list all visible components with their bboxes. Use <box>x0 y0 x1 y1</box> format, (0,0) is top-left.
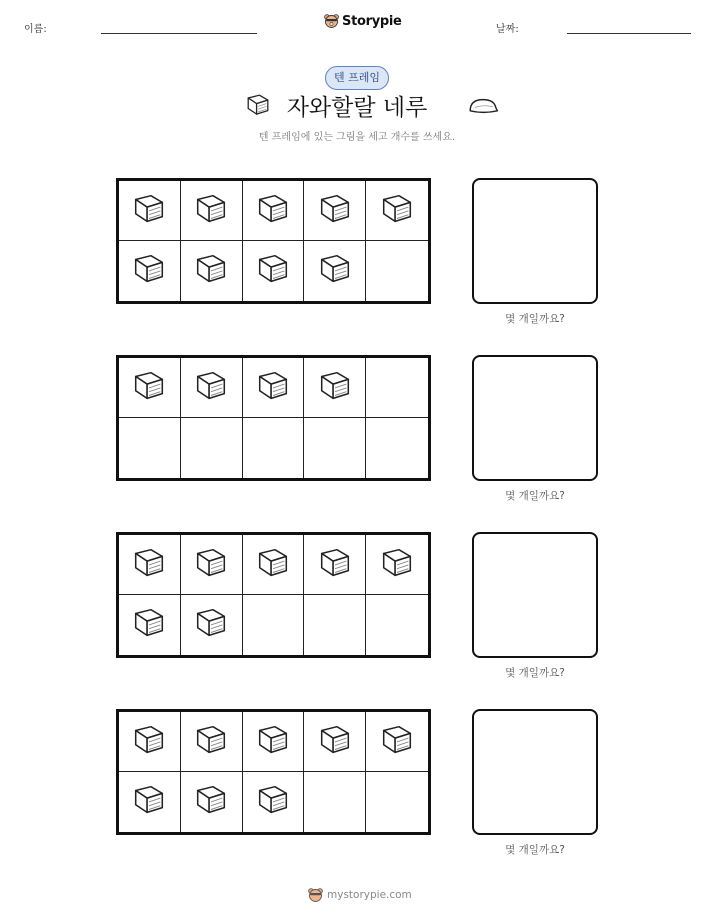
frame-cell <box>243 358 305 418</box>
frame-cell <box>304 595 366 655</box>
frame-cell <box>181 595 243 655</box>
answer-box[interactable] <box>472 709 598 835</box>
ten-frame <box>116 709 431 835</box>
frame-cell <box>366 595 428 655</box>
frame-cell <box>119 712 181 772</box>
book-icon <box>254 545 292 585</box>
frame-cell <box>119 241 181 301</box>
frame-cell <box>119 595 181 655</box>
name-label: 이름: <box>24 24 47 35</box>
book-icon <box>130 545 168 585</box>
frame-cell <box>119 772 181 832</box>
book-icon <box>192 782 230 822</box>
ten-frame <box>116 355 431 481</box>
frame-cell <box>304 772 366 832</box>
answer-prompt: 몇 개일까요? <box>505 313 565 325</box>
book-icon <box>254 782 292 822</box>
frame-cell <box>181 418 243 478</box>
book-icon <box>254 368 292 408</box>
frame-cell <box>304 418 366 478</box>
frame-cell <box>181 772 243 832</box>
date-label: 날짜: <box>496 24 519 35</box>
frame-cell <box>243 418 305 478</box>
bear-logo-icon <box>308 887 323 903</box>
frame-cell <box>181 535 243 595</box>
frame-cell <box>243 241 305 301</box>
book-icon <box>316 722 354 762</box>
instructions: 텐 프레임에 있는 그림을 세고 개수를 쓰세요. <box>258 132 456 143</box>
book-icon <box>130 368 168 408</box>
footer <box>308 887 412 903</box>
book-icon <box>192 545 230 585</box>
frame-cell <box>181 181 243 241</box>
frame-cell <box>119 418 181 478</box>
answer-prompt: 몇 개일까요? <box>505 490 565 502</box>
frame-cell <box>366 772 428 832</box>
book-icon <box>192 605 230 645</box>
frame-cell <box>181 241 243 301</box>
frame-cell <box>366 181 428 241</box>
frame-cell <box>366 712 428 772</box>
frame-cell <box>181 358 243 418</box>
book-icon <box>192 722 230 762</box>
frame-cell <box>304 358 366 418</box>
book-icon <box>130 191 168 231</box>
frame-cell <box>119 358 181 418</box>
frame-cell <box>181 712 243 772</box>
frame-cell <box>366 535 428 595</box>
frame-cell <box>366 358 428 418</box>
date-line[interactable] <box>567 33 691 34</box>
frame-cell <box>243 772 305 832</box>
frame-cell <box>243 712 305 772</box>
book-icon <box>130 722 168 762</box>
frame-cell <box>119 181 181 241</box>
book-icon <box>316 545 354 585</box>
book-icon <box>316 251 354 291</box>
book-icon <box>130 605 168 645</box>
hat-icon <box>467 96 499 116</box>
bear-logo-icon <box>324 13 339 29</box>
book-icon <box>254 251 292 291</box>
book-icon <box>192 251 230 291</box>
book-icon <box>378 191 416 231</box>
page-title: 자와할랄 네루 <box>286 95 428 121</box>
name-line[interactable] <box>101 33 257 34</box>
frame-cell <box>304 535 366 595</box>
category-badge: 텐 프레임 <box>325 66 389 90</box>
frame-cell <box>366 241 428 301</box>
ten-frame <box>116 178 431 304</box>
frame-cell <box>304 712 366 772</box>
frame-cell <box>243 535 305 595</box>
footer-site: mystorypie.com <box>327 889 412 901</box>
answer-box[interactable] <box>472 532 598 658</box>
ten-frame <box>116 532 431 658</box>
book-icon <box>130 782 168 822</box>
frame-cell <box>119 535 181 595</box>
book-icon <box>378 545 416 585</box>
frame-cell <box>366 418 428 478</box>
frame-cell <box>243 595 305 655</box>
book-icon <box>378 722 416 762</box>
book-icon <box>316 368 354 408</box>
answer-prompt: 몇 개일까요? <box>505 667 565 679</box>
book-icon <box>254 722 292 762</box>
answer-prompt: 몇 개일까요? <box>505 844 565 856</box>
frame-cell <box>304 181 366 241</box>
frame-cell <box>243 181 305 241</box>
book-icon <box>192 191 230 231</box>
brand-logo <box>324 13 402 29</box>
brand-name: Storypie <box>342 13 402 29</box>
frame-cell <box>304 241 366 301</box>
book-icon <box>192 368 230 408</box>
book-icon <box>254 191 292 231</box>
answer-box[interactable] <box>472 178 598 304</box>
book-icon <box>316 191 354 231</box>
book-icon <box>130 251 168 291</box>
answer-box[interactable] <box>472 355 598 481</box>
